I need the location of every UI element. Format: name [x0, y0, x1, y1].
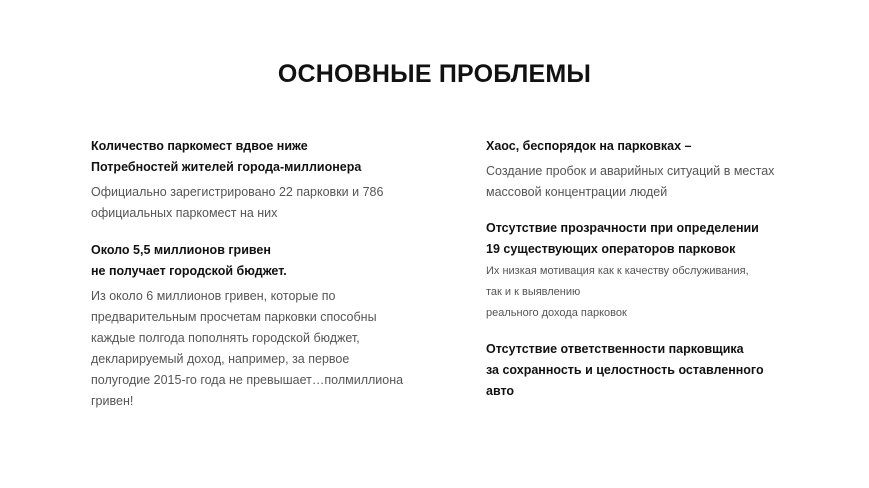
heading-line: Отсутствие ответственности парковщика: [486, 342, 744, 356]
left-column: [91, 136, 421, 412]
problem-heading: [486, 339, 816, 402]
heading-line: Отсутствие прозрачности при определении: [486, 221, 759, 235]
description-line: каждые полгода пополнять городской бюджет,: [91, 331, 360, 345]
description-line: полугодие 2015-го года не превышает…полмиллиона: [91, 373, 404, 387]
problem-block-parking-capacity: [91, 136, 421, 224]
heading-line: Количество паркомест вдвое ниже: [91, 139, 308, 153]
heading-line: авто: [486, 384, 515, 398]
problem-description: [486, 261, 816, 324]
problem-description: [91, 182, 421, 224]
description-line: гривен!: [91, 394, 134, 408]
right-column: [486, 136, 816, 402]
heading-line: за сохранность и целостность оставленного: [486, 363, 764, 377]
description-line: так и к выявлению: [486, 286, 581, 298]
description-line: реального дохода парковок: [486, 307, 627, 319]
problem-heading: [91, 136, 421, 178]
problem-description: [91, 286, 421, 412]
heading-line: Хаос, беспорядок на парковках –: [486, 139, 692, 153]
heading-line: 19 существующих операторов парковок: [486, 242, 736, 256]
heading-line: не получает городской бюджет.: [91, 264, 287, 278]
description-line: Создание пробок и аварийных ситуаций в местах: [486, 164, 775, 178]
description-line: декларируемый доход, например, за первое: [91, 352, 350, 366]
slide-title: ОСНОВНЫЕ ПРОБЛЕМЫ: [277, 60, 592, 88]
description-line: Официально зарегистрировано 22 парковки и 786: [91, 185, 384, 199]
problem-block-transparency: [486, 218, 816, 324]
description-line: массовой концентрации людей: [486, 185, 668, 199]
heading-line: Около 5,5 миллионов гривен: [91, 243, 271, 257]
description-line: предварительным просчетам парковки способны: [91, 310, 377, 324]
heading-line: Потребностей жителей города-миллионера: [91, 160, 362, 174]
problem-heading: [486, 218, 816, 260]
description-line: официальных паркомест на них: [91, 206, 278, 220]
description-line: Из около 6 миллионов гривен, которые по: [91, 289, 336, 303]
description-line: Их низкая мотивация как к качеству обслуживания,: [486, 265, 749, 277]
problem-block-responsibility: [486, 339, 816, 402]
problem-heading: [91, 240, 421, 282]
problem-description: [486, 161, 816, 203]
problem-block-budget-loss: [91, 240, 421, 412]
problem-heading: [486, 136, 816, 157]
problem-block-chaos: [486, 136, 816, 203]
